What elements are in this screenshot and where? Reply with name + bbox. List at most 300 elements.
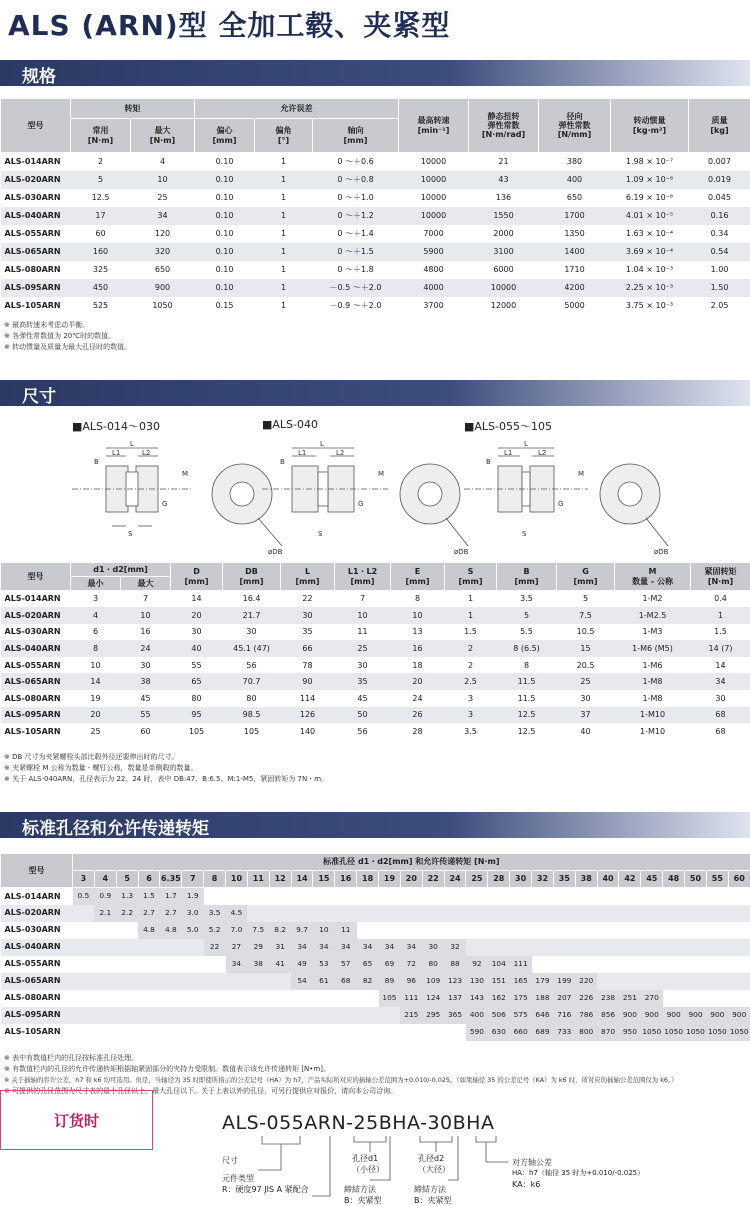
table-cell: 120 [154,228,171,238]
table-cell: 900 [728,1007,750,1024]
table-cell: 1350 [564,228,585,238]
table-cell: 1-M10 [615,707,691,724]
table-cell [182,939,204,956]
header-misalignment: 允许误差 [195,99,399,119]
table-cell [335,990,357,1007]
table-cell: 4.01 × 10⁻⁵ [611,207,689,225]
table-cell: 30 [191,627,202,637]
table-cell: 10000 [469,279,539,297]
table-cell [597,922,619,939]
table-cell [357,922,379,939]
note: ※ 表中有数值栏内的孔径按标准孔径处理。 [4,1054,139,1062]
table-row [1,657,750,674]
table-cell: 7.0 [226,922,248,939]
row-model: ALS-020ARN [1,905,73,922]
table-cell: 1.04 × 10⁻³ [625,264,674,274]
table-cell: 25 [90,726,101,736]
header-eccentric: 偏心 [mm] [195,119,255,153]
table-cell: 630 [488,1024,510,1041]
table-cell [575,888,597,905]
table-cell: 0 ～＋1.0 [337,192,374,202]
table-cell [247,1007,269,1024]
table-cell: 105 [243,726,260,736]
table-cell [160,939,182,956]
header-model: 型号 [1,854,73,888]
drawing-label: ■ALS-055～105 [464,420,552,433]
table-cell [116,1024,138,1041]
table-cell: 1-M2 [642,594,663,604]
table-cell [663,939,685,956]
note: ※ 夹紧螺栓 M 公称为数量 - 螺钉公称，数量是单侧毂的数量。 [4,764,198,772]
coupling-drawing-2 [262,436,482,566]
table-cell: 40 [171,640,223,657]
table-cell: 0 ～＋0.8 [313,171,399,189]
table-cell: 14 [715,660,726,670]
table-cell: 6 [92,627,99,637]
table-cell: 1710 [564,264,585,274]
header-bore-size: 6 [138,871,160,888]
table-cell: 70.7 [223,673,281,690]
table-cell: 0.045 [708,192,731,202]
header-bore-size: 7 [182,871,204,888]
header-torque: 转矩 [71,99,195,119]
table-cell [641,973,663,990]
order-bore2-sub: （大径） [418,1165,450,1174]
table-cell: 226 [575,990,597,1007]
table-cell [510,888,532,905]
table-cell [379,1024,401,1041]
table-cell [400,905,422,922]
table-row [1,1024,750,1041]
table-cell [663,905,685,922]
table-cell [422,888,444,905]
table-cell [575,939,597,956]
order-bore1-sub: （小径） [352,1165,384,1174]
header-bore-size: 24 [444,871,466,888]
table-cell: 3.5 [204,905,226,922]
table-cell: 65 [357,956,379,973]
table-cell: 37 [557,707,615,724]
table-cell: 35 [335,673,391,690]
table-cell: 2 [445,640,497,657]
header-bore-size: 16 [335,871,357,888]
header-bore-size: 20 [400,871,422,888]
row-model: ALS-080ARN [4,264,61,274]
table-cell: 34 [379,939,401,956]
table-cell [269,888,291,905]
table-cell: 1 [255,243,313,261]
order-clamp1-b: B：夹紧型 [344,1196,382,1205]
table-cell: 95 [171,707,223,724]
order-clamp2-b: B：夹紧型 [414,1196,452,1205]
table-cell [728,939,750,956]
table-cell: 68 [715,726,726,736]
table-cell [728,990,750,1007]
table-cell [685,990,707,1007]
table-cell: 400 [466,1007,488,1024]
table-cell: 179 [532,973,554,990]
table-cell: 32 [444,939,466,956]
table-row [1,690,750,707]
header-bore-size: 11 [247,871,269,888]
table-cell: 1 [445,607,497,624]
table-cell [488,905,510,922]
table-cell: 137 [444,990,466,1007]
table-cell: 25 [557,673,615,690]
table-cell [619,888,641,905]
table-cell [116,939,138,956]
table-cell [685,905,707,922]
header-bore-size: 30 [510,871,532,888]
table-cell: 0.10 [195,171,255,189]
table-row [1,707,750,724]
table-cell [553,956,575,973]
table-cell [619,922,641,939]
table-cell: 105 [188,726,205,736]
table-cell: 17 [71,207,131,225]
table-cell [597,888,619,905]
table-cell: 8 (6.5) [497,640,557,657]
header-bore-size: 8 [204,871,226,888]
table-cell [553,939,575,956]
table-cell [116,990,138,1007]
table-cell: 1 [280,228,287,238]
header-bore-size: 60 [728,871,750,888]
table-cell: 151 [488,973,510,990]
table-cell: 14 [71,673,121,690]
table-cell: 0.10 [195,279,255,297]
table-cell: 786 [575,1007,597,1024]
table-cell: 9.7 [291,922,313,939]
header-bore-size: 14 [291,871,313,888]
table-cell [247,973,269,990]
drawing-als-014-030 [72,418,292,568]
table-cell: 30 [140,660,151,670]
table-cell: 89 [379,973,401,990]
table-cell: 55 [121,707,171,724]
table-cell [706,905,728,922]
table-cell [553,888,575,905]
table-cell: 25 [157,192,168,202]
header-bore-size: 12 [269,871,291,888]
table-cell: 251 [619,990,641,1007]
table-cell: 188 [532,990,554,1007]
table-row [1,723,750,740]
header-bore-size: 48 [663,871,685,888]
table-cell: 1550 [469,207,539,225]
table-cell: 0 ～＋1.8 [337,264,374,274]
row-model: ALS-095ARN [1,1007,73,1024]
table-cell: 0.10 [195,207,255,225]
table-cell: 16.4 [242,594,261,604]
row-model: ALS-040ARN [1,207,71,225]
table-cell [160,990,182,1007]
header-normal-torque: 常用 [N·m] [71,119,131,153]
table-cell: 27 [226,939,248,956]
table-cell: 3.0 [182,905,204,922]
table-cell [357,1024,379,1041]
table-cell: 7.5 [247,922,269,939]
table-cell: 2 [97,157,104,167]
drawing-als-055-105 [464,418,684,568]
table-row [1,624,750,641]
coupling-drawing-3 [464,436,684,566]
table-cell: 450 [71,279,131,297]
table-cell [706,939,728,956]
table-row [1,261,750,279]
table-cell: 0 ～＋1.5 [313,243,399,261]
row-model: ALS-014ARN [4,891,61,901]
table-cell [706,956,728,973]
header-max: 最大 [121,577,171,591]
table-cell: 28 [412,726,423,736]
table-row [1,956,750,973]
table-cell [379,905,401,922]
table-cell: 3.5 [464,726,477,736]
table-cell: 26 [391,707,445,724]
table-cell: 900 [619,1007,641,1024]
table-cell: 22 [204,939,226,956]
dim-L1: L1 [112,449,121,457]
dim-L: L [524,440,528,448]
table-cell: 2.05 [710,300,729,310]
table-cell: 5 [497,607,557,624]
table-cell: 2 [467,660,474,670]
table-cell: 10000 [399,207,469,225]
header-B: B [mm] [497,563,557,591]
header-model: 型号 [1,563,71,591]
table-cell [357,888,379,905]
dim-B: B [486,458,491,466]
table-cell [247,905,269,922]
table-cell: 646 [532,1007,554,1024]
table-cell [532,956,554,973]
table-row [1,607,750,624]
table-cell [685,922,707,939]
table-cell [73,939,95,956]
table-cell: 12.5 [91,192,110,202]
table-cell: 900 [663,1007,685,1024]
table-cell: 56 [246,660,257,670]
table-cell: 130 [466,973,488,990]
table-cell: 1 [280,157,287,167]
table-cell [597,939,619,956]
table-cell: 30 [357,660,368,670]
table-cell [160,956,182,973]
table-cell [116,956,138,973]
table-cell: 215 [400,1007,422,1024]
header-L: L [mm] [281,563,335,591]
table-cell: 34 [335,939,357,956]
table-cell [575,922,597,939]
table-cell: 1-M10 [639,726,666,736]
header-bore-size: 25 [466,871,488,888]
coupling-drawing-1 [72,436,292,566]
table-cell [400,922,422,939]
table-cell: 2.1 [94,905,116,922]
header-L1L2: L1・L2 [mm] [335,563,391,591]
table-cell: 2.2 [116,905,138,922]
table-cell: 650 [566,192,583,202]
table-cell: 124 [422,990,444,1007]
table-cell [226,990,248,1007]
table-cell [291,1007,313,1024]
table-cell: 800 [575,1024,597,1041]
row-model: ALS-055ARN [4,228,61,238]
table-cell: 0.5 [73,888,95,905]
table-cell: 11 [357,627,368,637]
order-tolerance: 对方轴公差 [512,1158,552,1167]
dim-DB: øDB [454,548,469,556]
table-row [1,673,750,690]
table-cell [641,939,663,956]
table-cell [138,1024,160,1041]
table-cell: 2000 [493,228,514,238]
header-max-torque: 最大 [N·m] [131,119,195,153]
table-cell: 30 [246,627,257,637]
table-cell: 16 [391,640,445,657]
note: ※ 关于 ALS-040ARN，孔径表示为 22、24 时，表中 DB:47、B:6.5、M:1-M5，紧固转矩为 7N・m。 [4,775,329,783]
row-model: ALS-080ARN [4,993,61,1003]
dim-L1: L1 [298,449,307,457]
table-cell [575,956,597,973]
header-bore-size: 22 [422,871,444,888]
table-cell [510,939,532,956]
table-cell: 900 [131,279,195,297]
table-cell: 270 [641,990,663,1007]
table-cell [160,1024,182,1041]
dim-M: M [182,470,189,478]
header-bore-size: 10 [226,871,248,888]
table-cell: 12.5 [517,726,536,736]
table-cell: 1-M6 [642,660,663,670]
table-cell [204,1024,226,1041]
table-cell: 3 [467,693,474,703]
table-cell: 0 ～＋1.2 [313,207,399,225]
table-cell: 238 [597,990,619,1007]
table-cell: 1050 [728,1024,750,1041]
table-cell: 1.3 [116,888,138,905]
table-cell [160,1007,182,1024]
table-cell: 34 [400,939,422,956]
table-cell: 650 [154,264,171,274]
table-cell [313,905,335,922]
table-cell: 61 [313,973,335,990]
table-cell: 11.5 [517,693,536,703]
table-cell: 0.10 [215,192,234,202]
header-bore-size: 42 [619,871,641,888]
header-radial-stiffness: 径向 弹性常数 [N/mm] [539,99,611,153]
table-cell: 5.0 [182,922,204,939]
header-torsional-stiffness: 静态扭转 弹性常数 [N·m/rad] [469,99,539,153]
table-cell: 856 [597,1007,619,1024]
table-cell: 14 (7) [691,640,750,657]
table-row [1,939,750,956]
table-cell: 111 [510,956,532,973]
table-row [1,243,750,261]
table-cell: 0.16 [689,207,750,225]
table-cell: 60 [95,228,106,238]
table-row [1,207,750,225]
table-cell [400,888,422,905]
table-cell: 68 [691,707,750,724]
table-cell: 733 [553,1024,575,1041]
table-cell: 21.7 [223,607,281,624]
header-bore-size: 32 [532,871,554,888]
table-cell: 78 [302,660,313,670]
table-cell [291,1024,313,1041]
table-cell: 80 [422,956,444,973]
table-cell [706,888,728,905]
table-cell: 5 [582,594,589,604]
table-cell: 20 [391,673,445,690]
table-cell: 1 [255,171,313,189]
table-cell: 45 [140,693,151,703]
table-cell: 870 [597,1024,619,1041]
table-cell: 295 [422,1007,444,1024]
table-cell: 1.09 × 10⁻⁶ [611,171,689,189]
table-cell: 16 [140,627,151,637]
section-header-bore: 标准孔径和允许传递转矩 [0,812,750,838]
header-tightening-torque: 紧固转矩 [N·m] [691,563,750,591]
dimension-table [0,562,750,740]
dim-S: S [128,530,133,538]
table-cell [204,973,226,990]
table-cell: 1050 [685,1024,707,1041]
table-cell: 88 [444,956,466,973]
table-cell: 525 [92,300,109,310]
table-cell: 7000 [423,228,444,238]
dim-L1: L1 [504,449,513,457]
table-cell: 575 [510,1007,532,1024]
table-cell: 25 [335,640,391,657]
table-cell [94,973,116,990]
table-cell: 20.5 [576,660,595,670]
table-cell: 18 [412,660,423,670]
table-row [1,171,750,189]
table-cell [226,1024,248,1041]
table-cell: 57 [335,956,357,973]
table-cell: 2.7 [138,905,160,922]
order-size: 尺寸 [222,1156,238,1165]
row-model: ALS-055ARN [4,660,61,670]
table-cell: 34 [691,673,750,690]
table-cell: 1-M2.5 [615,607,691,624]
dim-L2: L2 [336,449,345,457]
table-cell: 0.10 [195,243,255,261]
table-cell [641,922,663,939]
table-cell [94,922,116,939]
header-bore-size: 38 [575,871,597,888]
table-cell [379,888,401,905]
page-title: ALS (ARN)型 全加工毂、夹紧型 [8,9,451,42]
row-model: ALS-030ARN [4,627,61,637]
dim-L2: L2 [142,449,151,457]
dim-S: S [522,530,527,538]
table-cell: 34 [313,939,335,956]
order-clamp1: 締結方法 [344,1185,376,1194]
row-model: ALS-105ARN [4,726,61,736]
table-cell: 68 [335,973,357,990]
table-cell: 12000 [490,300,517,310]
table-cell: 7 [142,594,149,604]
table-cell [138,1007,160,1024]
table-cell: 1.7 [160,888,182,905]
table-cell [73,956,95,973]
table-cell [422,1024,444,1041]
row-model: ALS-065ARN [1,973,73,990]
table-cell: 1050 [152,300,173,310]
